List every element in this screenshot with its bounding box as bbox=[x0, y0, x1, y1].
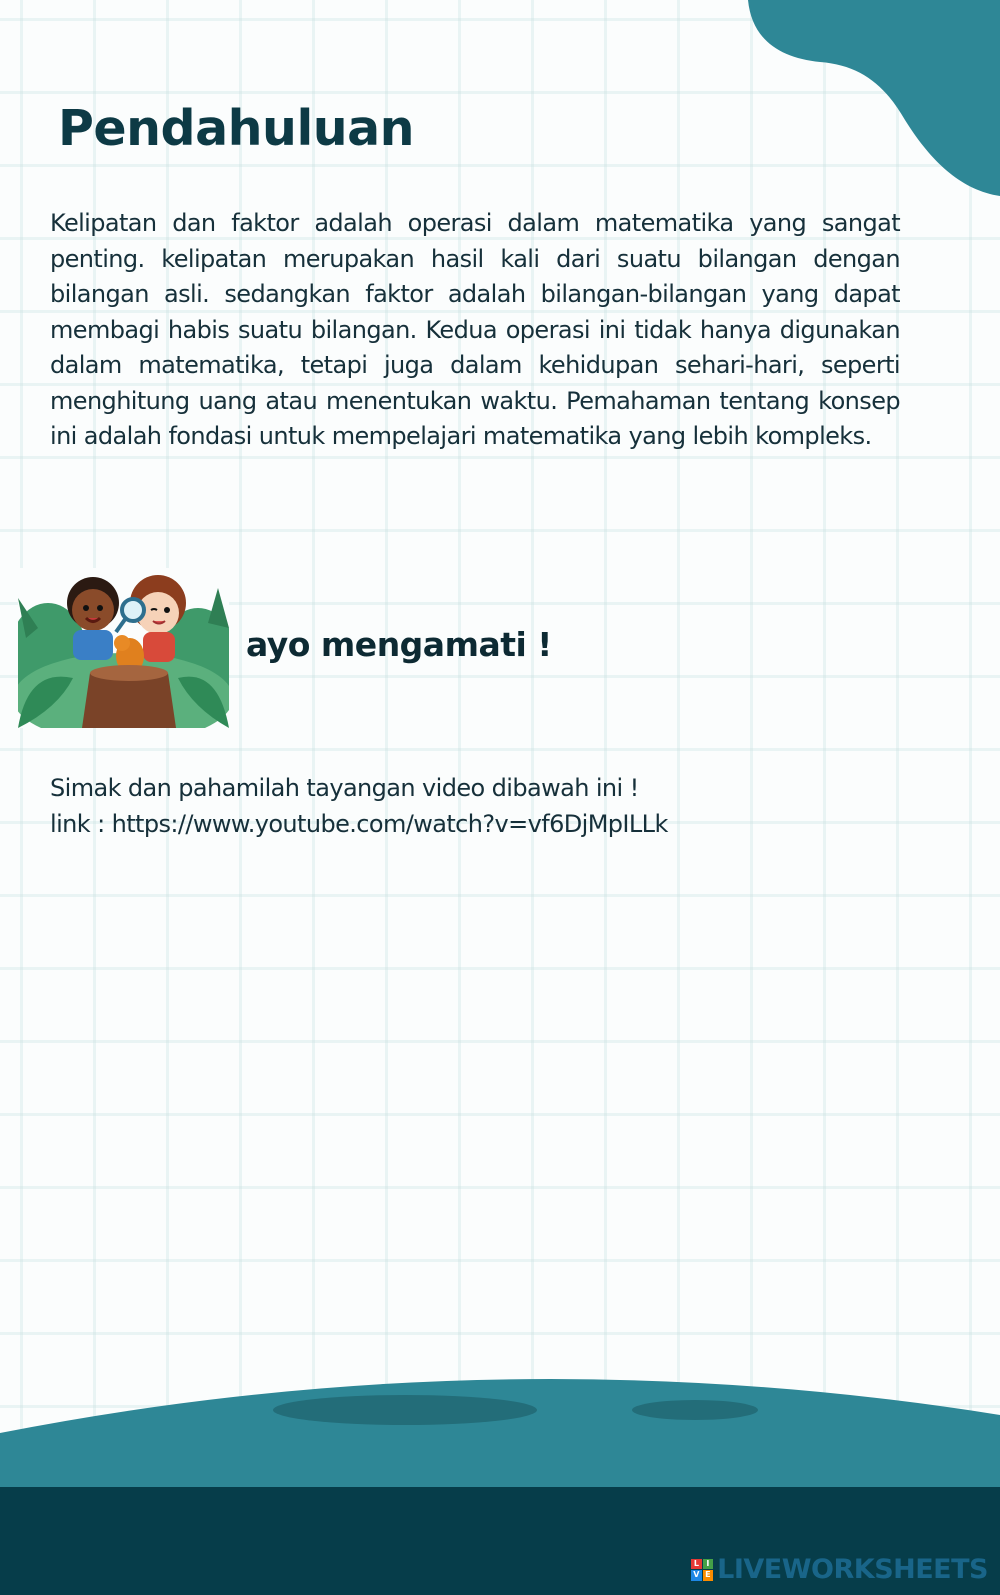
intro-paragraph: Kelipatan dan faktor adalah operasi dalam matematika yang sangat penting. kelipatan merupakan hasil kali dari suatu bilangan dengan bilangan asli. sedangkan faktor adalah bilangan-bilangan yang dapat membagi habis suatu bilangan. Kedua operasi ini tidak hanya digunakan dalam matematika, tetapi juga dalam kehidupan sehari-hari, seperti menghitung uang atau menentukan waktu. Pemahaman tentang konsep ini adalah fondasi untuk mempelajari matematika yang lebih kompleks. bbox=[50, 209, 900, 450]
instruction-block bbox=[50, 770, 668, 842]
video-link[interactable]: link : https://www.youtube.com/watch?v=vf6DjMpILLk bbox=[50, 810, 668, 838]
liveworksheets-logo-icon: L I V E bbox=[691, 1559, 713, 1581]
liveworksheets-name: LIVEWORKSHEETS bbox=[717, 1554, 988, 1585]
kids-observing-illustration bbox=[18, 568, 229, 728]
liveworksheets-brand bbox=[691, 1554, 988, 1585]
observe-heading: ayo mengamati ! bbox=[246, 625, 552, 664]
page-title: Pendahuluan bbox=[58, 100, 415, 157]
instruction-text: Simak dan pahamilah tayangan video dibawah ini ! bbox=[50, 774, 639, 802]
decorative-hill-bottom bbox=[0, 1365, 1000, 1497]
